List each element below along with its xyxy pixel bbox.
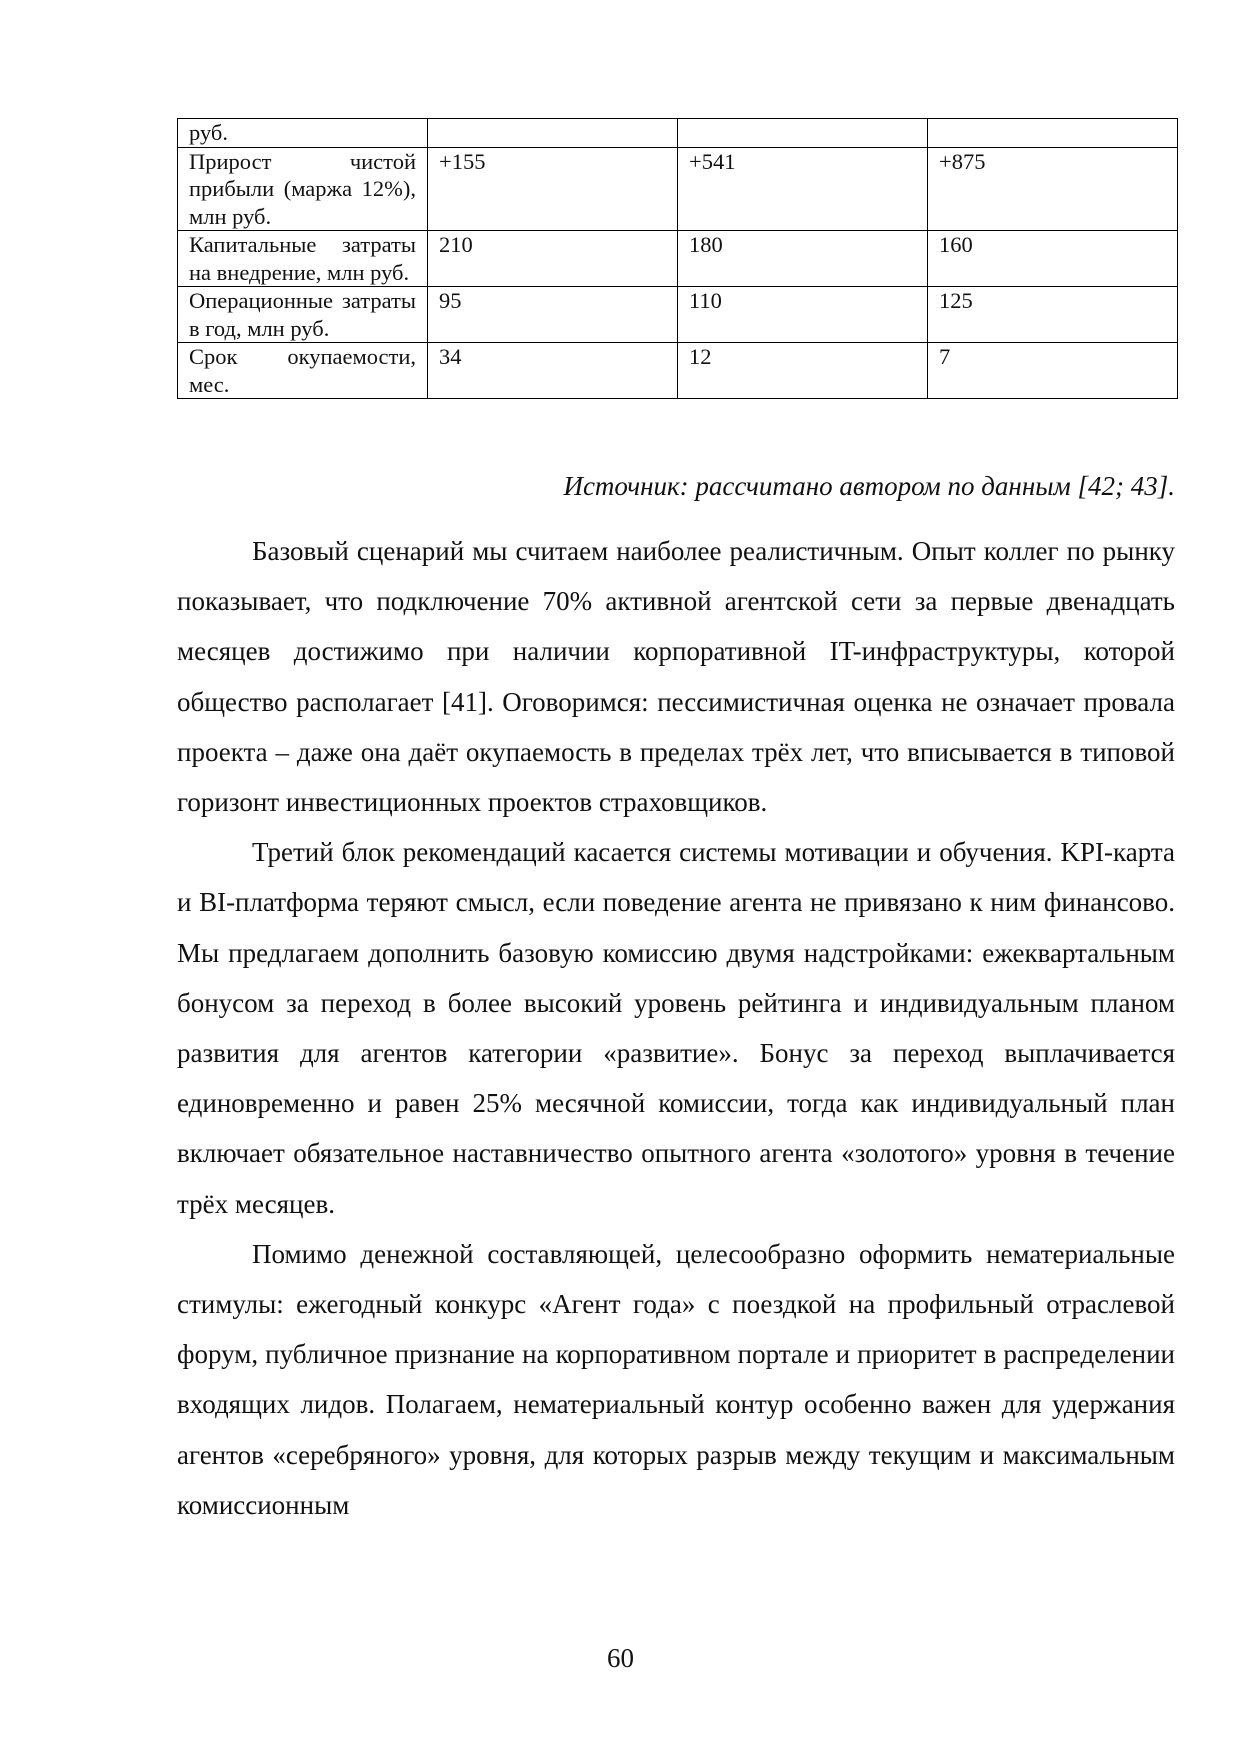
table-cell: 210 [428,231,678,287]
row-label: Операционные затраты в год, млн руб. [178,287,428,343]
table-cell: 160 [928,231,1178,287]
table-cell: +155 [428,147,678,231]
table-row [178,119,1178,148]
table-cell [678,119,928,148]
paragraph: Помимо денежной составляющей, целесообразно оформить нематериальные стимулы: ежегодный конкурс «Агент года» с поездкой на профильный отраслевой форум, публичное признание на корпоративном портале и приоритет в распределении входящих лидов. Полагаем, нематериальный контур особенно важен для удержания агентов «серебряного» уровня, для которых разрыв между текущим и максимальным комиссионным [177,1238,1175,1520]
table-cell: 7 [928,343,1178,399]
paragraph: Базовый сценарий мы считаем наиболее реалистичным. Опыт коллег по рынку показывает, что подключение 70% активной агентской сети за первые двенадцать месяцев достижимо при наличии корпоративной IT-инфраструктуры, которой общество располагает [41]. Оговоримся: пессимистичная оценка не означает провала проекта – даже она даёт окупаемость в пределах трёх лет, что вписывается в типовой горизонт инвестиционных проектов страховщиков. [177,536,1175,818]
table-cell: +541 [678,147,928,231]
row-label: Капитальные затраты на внедрение, млн руб. [178,231,428,287]
table-source-note: Источник: рассчитано автором по данным [42; 43]. [563,471,1175,501]
table-cell: 110 [678,287,928,343]
table-row [178,287,1178,343]
row-label: Прирост чистой прибыли (маржа 12%), млн руб. [178,147,428,231]
table-row [178,147,1178,231]
table-cell: 125 [928,287,1178,343]
table-cell: 12 [678,343,928,399]
row-label: Срок окупаемости, мес. [178,343,428,399]
row-label: руб. [178,119,428,148]
table-cell: 180 [678,231,928,287]
paragraph: Третий блок рекомендаций касается системы мотивации и обучения. KPI-карта и BI-платформа теряют смысл, если поведение агента не привязано к ним финансово. Мы предлагаем дополнить базовую комиссию двумя надстройками: ежеквартальным бонусом за переход в более высокий уровень рейтинга и индивидуальным планом развития для агентов категории «развитие». Бонус за переход выплачивается единовременно и равен 25% месячной комиссии, тогда как индивидуальный план включает обязательное наставничество опытного агента «золотого» уровня в течение трёх месяцев. [177,837,1175,1219]
table-cell [428,119,678,148]
table-cell: 34 [428,343,678,399]
table-cell: 95 [428,287,678,343]
table-cell [928,119,1178,148]
table-row [178,231,1178,287]
body-text [177,526,1175,1530]
scenario-table [177,118,1178,399]
page-number: 60 [607,1643,634,1673]
table-row [178,343,1178,399]
table-cell: +875 [928,147,1178,231]
